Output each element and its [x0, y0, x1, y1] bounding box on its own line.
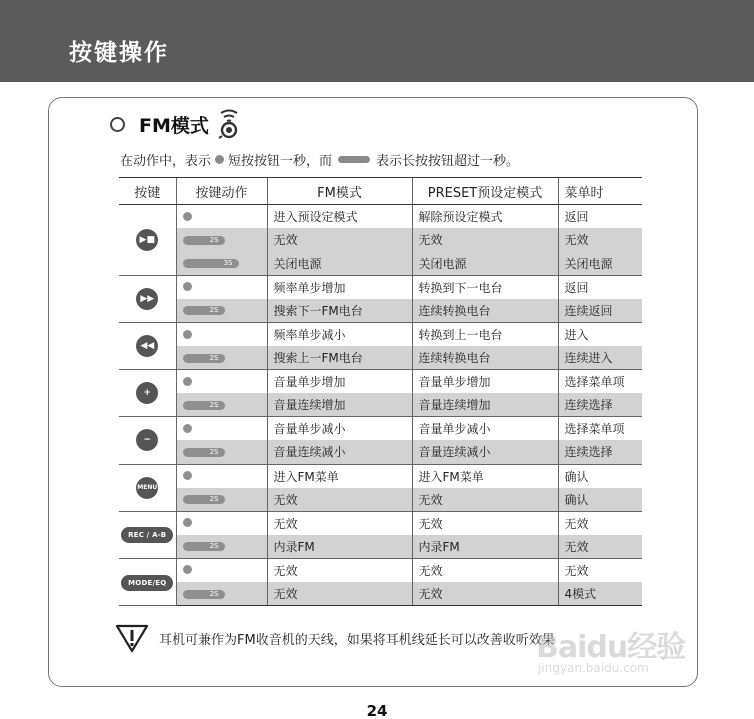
short-press-dot-icon — [183, 330, 192, 339]
key-cell — [119, 511, 176, 558]
table-row — [119, 228, 642, 252]
key-cell — [119, 205, 176, 276]
press-duration: 2S — [209, 306, 219, 315]
short-press-dot-icon — [183, 565, 192, 574]
press-action-cell — [176, 252, 267, 276]
press-action-cell — [176, 299, 267, 323]
warning-icon — [115, 623, 149, 653]
note-text: 耳机可兼作为FM收音机的天线，如果将耳机线延长可以改善收听效果 — [159, 632, 555, 648]
legend-text-1: 在动作中，表示 — [120, 154, 212, 169]
press-action-cell — [176, 346, 267, 370]
press-duration: 2S — [209, 495, 219, 504]
table-row — [119, 393, 642, 417]
press-action-cell — [176, 511, 267, 535]
watermark-brand: Baidu经验 — [536, 630, 686, 665]
short-press-dot-icon — [183, 471, 192, 480]
table-body — [119, 205, 642, 606]
fm-mode-cell: 无效 — [267, 228, 412, 252]
fm-mode-cell: 音量连续减小 — [267, 440, 412, 464]
key-cell — [119, 558, 176, 605]
preset-mode-cell: 无效 — [412, 228, 558, 252]
menu-mode-cell: 确认 — [558, 464, 642, 488]
table-row — [119, 205, 642, 229]
fm-mode-cell: 频率单步增加 — [267, 275, 412, 299]
device-key-icon: − — [136, 429, 158, 451]
key-cell — [119, 417, 176, 464]
preset-mode-cell: 音量连续增加 — [412, 393, 558, 417]
short-press-dot-icon — [183, 377, 192, 386]
key-cell — [119, 464, 176, 511]
table-header-row — [119, 178, 642, 205]
long-press-bar-icon — [183, 306, 225, 315]
watermark-url: jingyan.baidu.com — [538, 661, 649, 675]
device-key-icon: + — [136, 382, 158, 404]
menu-mode-cell: 返回 — [558, 205, 642, 229]
press-action-cell — [176, 440, 267, 464]
menu-mode-cell: 选择菜单项 — [558, 370, 642, 394]
table-row — [119, 535, 642, 559]
press-action-cell — [176, 582, 267, 606]
preset-mode-cell: 无效 — [412, 488, 558, 512]
press-duration: 2S — [209, 542, 219, 551]
header-action: 按键动作 — [176, 178, 267, 205]
menu-mode-cell: 无效 — [558, 228, 642, 252]
preset-mode-cell: 转换到上一电台 — [412, 322, 558, 346]
long-press-bar-icon — [183, 448, 225, 457]
long-press-bar-icon — [183, 354, 225, 363]
fm-mode-cell: 进入FM菜单 — [267, 464, 412, 488]
legend-text-2: 短按按钮一秒，而 — [228, 154, 333, 169]
preset-mode-cell: 无效 — [412, 582, 558, 606]
header-title: 按键操作 — [69, 40, 169, 66]
short-press-dot-icon — [215, 155, 224, 164]
table-row — [119, 322, 642, 346]
press-duration: 2S — [209, 353, 219, 362]
fm-mode-cell: 频率单步减小 — [267, 322, 412, 346]
page-header — [0, 0, 754, 82]
menu-mode-cell: 连续进入 — [558, 346, 642, 370]
table-row — [119, 511, 642, 535]
preset-mode-cell: 连续转换电台 — [412, 299, 558, 323]
device-key-icon: ▶■ — [136, 229, 158, 251]
preset-mode-cell: 内录FM — [412, 535, 558, 559]
menu-mode-cell: 选择菜单项 — [558, 417, 642, 441]
fm-mode-cell: 进入预设定模式 — [267, 205, 412, 229]
fm-mode-cell: 无效 — [267, 558, 412, 582]
table-row — [119, 252, 642, 276]
preset-mode-cell: 无效 — [412, 558, 558, 582]
table-row — [119, 417, 642, 441]
preset-mode-cell: 转换到下一电台 — [412, 275, 558, 299]
press-action-cell — [176, 370, 267, 394]
press-action-cell — [176, 228, 267, 252]
table-row — [119, 488, 642, 512]
key-cell — [119, 370, 176, 417]
table-row — [119, 558, 642, 582]
menu-mode-cell: 关闭电源 — [558, 252, 642, 276]
fm-mode-cell: 搜索下一FM电台 — [267, 299, 412, 323]
preset-mode-cell: 进入FM菜单 — [412, 464, 558, 488]
preset-mode-cell: 关闭电源 — [412, 252, 558, 276]
long-press-bar-icon — [183, 542, 225, 551]
fm-mode-cell: 无效 — [267, 511, 412, 535]
legend-sentence — [120, 150, 519, 169]
menu-mode-cell: 无效 — [558, 511, 642, 535]
menu-mode-cell: 无效 — [558, 558, 642, 582]
table-row — [119, 582, 642, 606]
preset-mode-cell: 音量连续减小 — [412, 440, 558, 464]
preset-mode-cell: 连续转换电台 — [412, 346, 558, 370]
header-preset: PRESET预设定模式 — [412, 178, 558, 205]
long-press-bar-icon — [183, 236, 225, 245]
circle-bullet-icon — [110, 117, 125, 132]
header-key: 按键 — [119, 178, 176, 205]
press-action-cell — [176, 488, 267, 512]
press-action-cell — [176, 275, 267, 299]
press-duration: 2S — [209, 235, 219, 244]
press-action-cell — [176, 393, 267, 417]
header-menu: 菜单时 — [558, 178, 642, 205]
press-action-cell — [176, 535, 267, 559]
device-key-icon: REC / A-B — [121, 527, 173, 543]
fm-mode-cell: 音量单步增加 — [267, 370, 412, 394]
long-press-bar-icon — [183, 590, 225, 599]
section-heading — [110, 107, 243, 141]
short-press-dot-icon — [183, 424, 192, 433]
press-duration: 2S — [209, 589, 219, 598]
long-press-bar-icon — [183, 401, 225, 410]
long-press-bar-icon — [183, 259, 239, 268]
menu-mode-cell: 确认 — [558, 488, 642, 512]
press-action-cell — [176, 558, 267, 582]
preset-mode-cell: 音量单步减小 — [412, 417, 558, 441]
long-press-bar-icon — [183, 495, 225, 504]
press-action-cell — [176, 417, 267, 441]
fm-mode-cell: 搜索上一FM电台 — [267, 346, 412, 370]
long-press-bar-icon — [338, 156, 370, 163]
fm-mode-cell: 内录FM — [267, 535, 412, 559]
menu-mode-cell: 进入 — [558, 322, 642, 346]
table-row — [119, 275, 642, 299]
menu-mode-cell: 4模式 — [558, 582, 642, 606]
device-key-icon: MODE/EQ — [121, 575, 173, 591]
section-title: FM模式 — [139, 114, 209, 137]
key-cell — [119, 322, 176, 369]
short-press-dot-icon — [183, 212, 192, 221]
menu-mode-cell: 无效 — [558, 535, 642, 559]
key-operation-table — [119, 177, 642, 606]
preset-mode-cell: 解除预设定模式 — [412, 205, 558, 229]
fm-mode-cell: 无效 — [267, 488, 412, 512]
menu-mode-cell: 连续返回 — [558, 299, 642, 323]
fm-mode-cell: 音量连续增加 — [267, 393, 412, 417]
legend-text-3: 表示长按按钮超过一秒。 — [376, 154, 520, 169]
press-duration: 2S — [209, 447, 219, 456]
device-key-icon: ◀◀ — [136, 335, 158, 357]
table-row — [119, 370, 642, 394]
menu-mode-cell: 连续选择 — [558, 393, 642, 417]
table-row — [119, 464, 642, 488]
press-action-cell — [176, 322, 267, 346]
fm-mode-cell: 关闭电源 — [267, 252, 412, 276]
short-press-dot-icon — [183, 282, 192, 291]
menu-mode-cell: 返回 — [558, 275, 642, 299]
press-action-cell — [176, 464, 267, 488]
antenna-note — [115, 623, 555, 653]
device-key-icon: ▶▶ — [136, 288, 158, 310]
fm-mode-cell: 无效 — [267, 582, 412, 606]
key-cell — [119, 275, 176, 322]
table-row — [119, 299, 642, 323]
preset-mode-cell: 音量单步增加 — [412, 370, 558, 394]
fm-mode-cell: 音量单步减小 — [267, 417, 412, 441]
short-press-dot-icon — [183, 518, 192, 527]
preset-mode-cell: 无效 — [412, 511, 558, 535]
press-action-cell — [176, 205, 267, 229]
radio-antenna-icon — [215, 109, 243, 139]
page-number: 24 — [366, 702, 388, 719]
watermark — [536, 622, 706, 682]
press-duration: 3S — [223, 259, 233, 268]
menu-mode-cell: 连续选择 — [558, 440, 642, 464]
table-row — [119, 346, 642, 370]
device-key-icon: MENU — [136, 477, 158, 499]
press-duration: 2S — [209, 400, 219, 409]
table-row — [119, 440, 642, 464]
header-fm: FM模式 — [267, 178, 412, 205]
